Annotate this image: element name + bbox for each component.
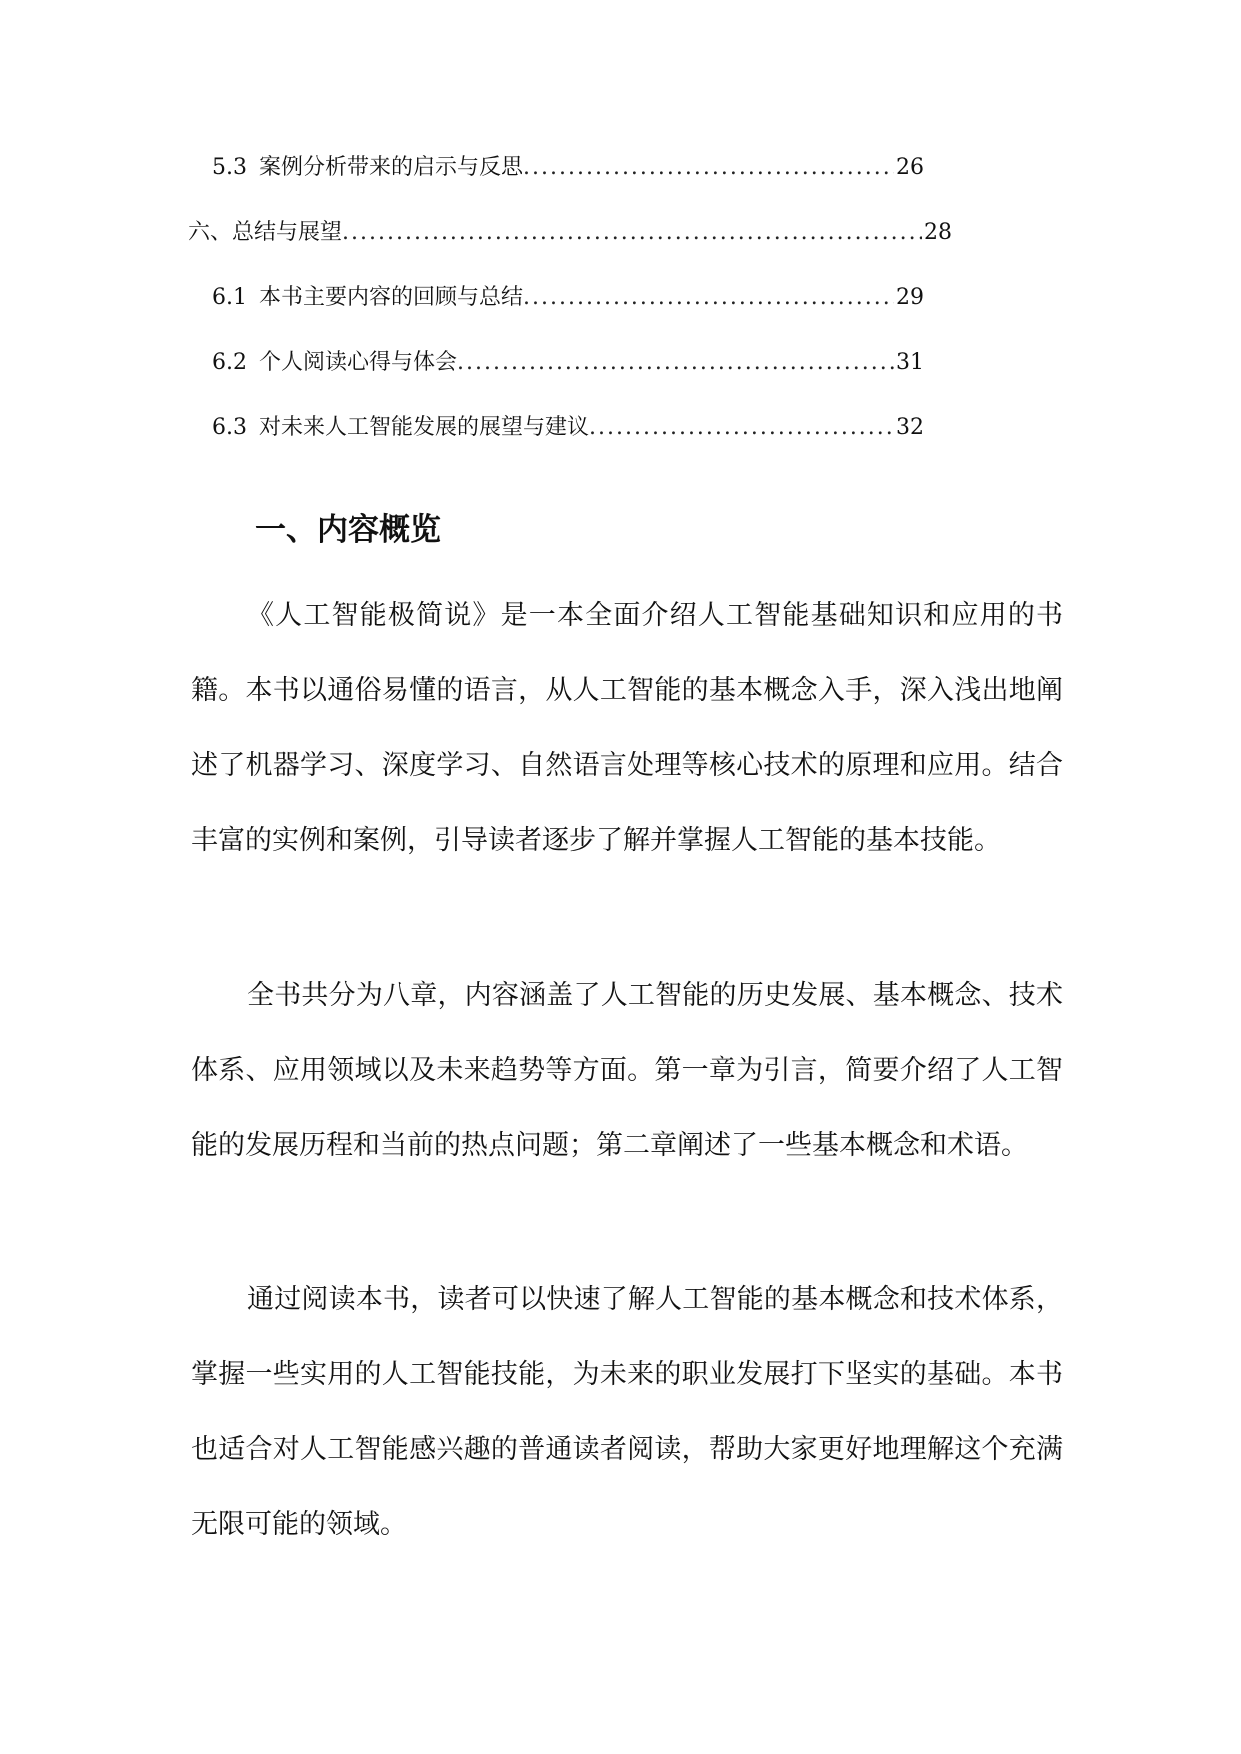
toc-entry[interactable] bbox=[212, 343, 924, 383]
toc-entry[interactable] bbox=[212, 408, 924, 448]
toc-entry-title: 案例分析带来的启示与反思 bbox=[259, 155, 524, 180]
body-paragraph: 全书共分为八章，内容涵盖了人工智能的历史发展、基本概念、技术体系、应用领域以及未来趋势等方面。第一章为引言，简要介绍了人工智能的发展历程和当前的热点问题；第二章阐述了一些基本概念和术语。 bbox=[191, 980, 1063, 1161]
toc-entry-page: 28 bbox=[924, 220, 952, 245]
body-paragraph: 《人工智能极简说》是一本全面介绍人工智能基础知识和应用的书籍。本书以通俗易懂的语言，从人工智能的基本概念入手，深入浅出地阐述了机器学习、深度学习、自然语言处理等核心技术的原理和应用。结合丰富的实例和案例，引导读者逐步了解并掌握人工智能的基本技能。 bbox=[191, 600, 1063, 856]
toc-entry-title: 六、总结与展望 bbox=[188, 220, 343, 245]
toc-entry-page: 26 bbox=[896, 155, 924, 180]
toc-entry-number: 6.1 bbox=[212, 285, 247, 310]
toc-entry-number: 5.3 bbox=[212, 155, 247, 180]
toc-entry[interactable] bbox=[188, 213, 952, 253]
toc-entry-title: 本书主要内容的回顾与总结 bbox=[259, 285, 524, 310]
toc-entry-page: 32 bbox=[896, 415, 924, 440]
toc-leader-dots bbox=[457, 343, 894, 383]
toc-leader-dots bbox=[523, 148, 894, 188]
toc-leader-dots bbox=[342, 213, 922, 253]
toc-leader-dots bbox=[589, 408, 894, 448]
toc-entry-number: 6.3 bbox=[212, 415, 247, 440]
toc-entry[interactable] bbox=[212, 148, 924, 188]
toc-leader-dots bbox=[523, 278, 894, 318]
toc-entry-page: 29 bbox=[896, 285, 924, 310]
toc-entry-number: 6.2 bbox=[212, 350, 247, 375]
toc-entry-title: 个人阅读心得与体会 bbox=[259, 350, 458, 375]
section-heading: 一、内容概览 bbox=[255, 512, 441, 548]
toc-entry-page: 31 bbox=[896, 350, 924, 375]
toc-entry-title: 对未来人工智能发展的展望与建议 bbox=[259, 415, 590, 440]
toc-entry[interactable] bbox=[212, 278, 924, 318]
body-paragraph: 通过阅读本书，读者可以快速了解人工智能的基本概念和技术体系，掌握一些实用的人工智能技能，为未来的职业发展打下坚实的基础。本书也适合对人工智能感兴趣的普通读者阅读，帮助大家更好地理解这个充满无限可能的领域。 bbox=[191, 1284, 1063, 1540]
